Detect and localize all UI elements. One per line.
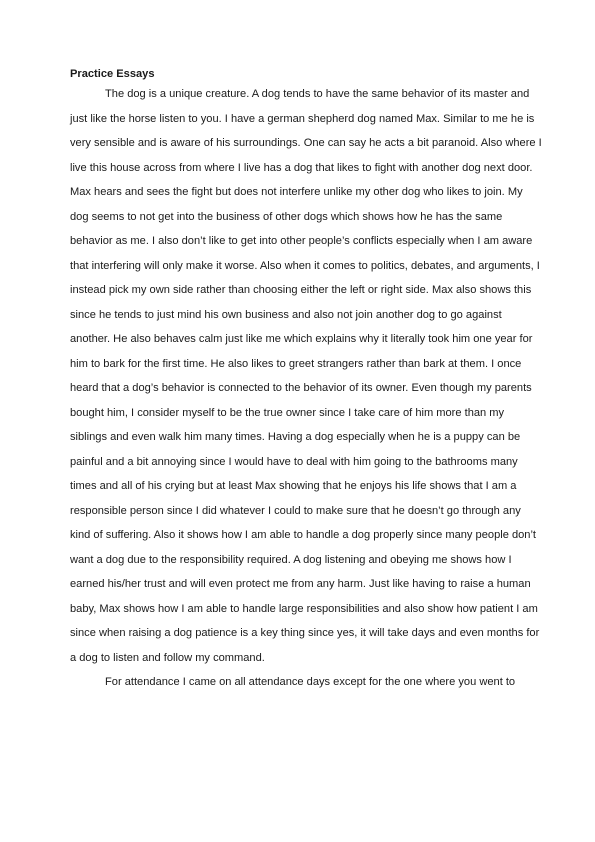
text-line: instead pick my own side rather than choosing either the left or right side. Max also shows this bbox=[70, 284, 532, 296]
text-line: earned his/her trust and will even protect me from any harm. Just like having to raise a human bbox=[70, 578, 531, 590]
text-line: since when raising a dog patience is a key thing since yes, it will take days and even months for bbox=[70, 627, 540, 639]
text-line: kind of suffering. Also it shows how I am able to handle a dog properly since many people don’t bbox=[70, 529, 537, 541]
text-line: very sensible and is aware of his surroundings. One can say he acts a bit paranoid. Also where I bbox=[70, 137, 542, 149]
text-line: bought him, I consider myself to be the true owner since I take care of him more than my bbox=[70, 406, 505, 419]
text-line: responsible person since I did whatever I could to make sure that he doesn’t go through any bbox=[70, 504, 521, 517]
text-line: baby, Max shows how I am able to handle large responsibilities and also show how patient I am bbox=[70, 602, 538, 615]
text-line: him to bark for the first time. He also likes to greet strangers rather than bark at them. I once bbox=[70, 357, 522, 370]
paragraph bbox=[70, 87, 542, 675]
text-line: dog seems to not get into the business of other dogs which shows how he has the same bbox=[70, 210, 503, 223]
text-line: want a dog due to the responsibility required. A dog listening and obeying me shows how I bbox=[70, 553, 512, 566]
text-line: Max hears and sees the fight but does not interfere unlike my other dog who likes to join. My bbox=[70, 186, 523, 198]
document-body bbox=[70, 67, 542, 700]
text-line: siblings and even walk him many times. Having a dog especially when he is a puppy can be bbox=[70, 431, 521, 443]
text-line: behavior as me. I also don’t like to get into other people’s conflicts especially when I am aware bbox=[70, 235, 533, 247]
text-line: The dog is a unique creature. A dog tends to have the same behavior of its master and bbox=[105, 88, 530, 100]
text-line: For attendance I came on all attendance days except for the one where you went to bbox=[105, 676, 516, 688]
document-title: Practice Essays bbox=[70, 68, 155, 80]
text-line: since he tends to just mind his own business and also not join another dog to go against bbox=[70, 308, 502, 321]
text-line: live this house across from where I live has a dog that likes to fight with another dog next door. bbox=[70, 161, 533, 174]
paragraphs-container bbox=[70, 87, 542, 700]
text-line: just like the horse listen to you. I have a german shepherd dog named Max. Similar to me he is bbox=[70, 112, 535, 125]
text-line: another. He also behaves calm just like me which explains why it literally took him one year for bbox=[70, 333, 533, 345]
text-line: painful and a bit annoying since I would have to deal with him going to the bathrooms many bbox=[70, 455, 518, 468]
text-line: heard that a dog’s behavior is connected to the behavior of its owner. Even though my parents bbox=[70, 382, 532, 394]
text-line: times and all of his crying but at least Max showing that he enjoys his life shows that I am a bbox=[70, 480, 517, 492]
text-line: that interfering will only make it worse. Also when it comes to politics, debates, and arguments, I bbox=[70, 259, 540, 272]
paragraph bbox=[70, 675, 530, 700]
text-line: a dog to listen and follow my command. bbox=[70, 651, 265, 664]
